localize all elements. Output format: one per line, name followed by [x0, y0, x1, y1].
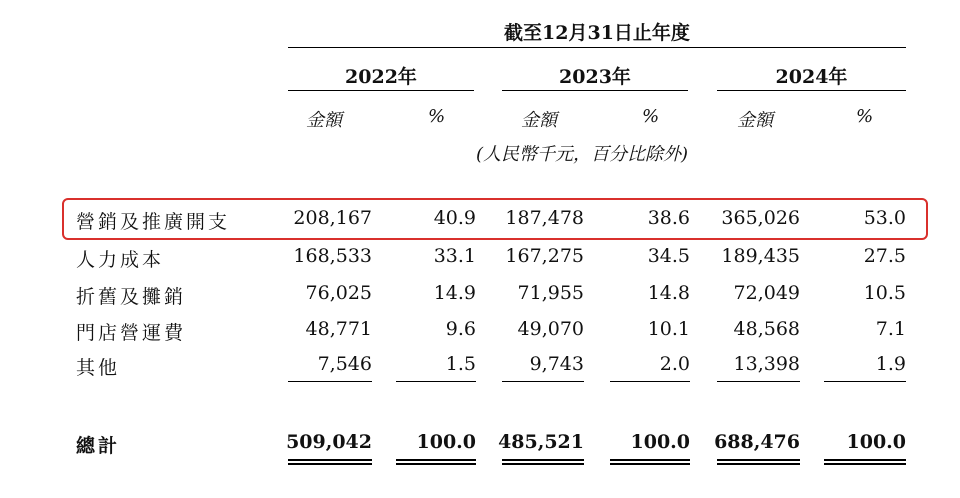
cell-2022-pct: 9.6: [445, 318, 476, 340]
row-label: 門店營運費: [76, 322, 187, 344]
cell-2023-amount: 49,070: [517, 318, 584, 340]
row-label: 其他: [76, 357, 121, 379]
cell-2024-amount: 365,026: [721, 207, 800, 229]
cell-2022-pct: 33.1: [433, 245, 476, 267]
amount-header-2024: 金額: [737, 110, 773, 131]
total-2023-pct: 100.0: [630, 431, 690, 453]
table-row: [0, 353, 960, 385]
row-label: 折舊及攤銷: [76, 286, 187, 308]
cell-2023-amount: 71,955: [517, 282, 584, 304]
amount-header-2022: 金額: [306, 110, 342, 131]
period-header: 截至12月31日止年度: [504, 22, 690, 44]
cell-2024-pct: 7.1: [875, 318, 906, 340]
cell-2023-amount: 167,275: [505, 245, 584, 267]
cell-2024-pct: 27.5: [863, 245, 906, 267]
total-2022-amount: 509,042: [286, 431, 372, 453]
total-2024-amount: 688,476: [714, 431, 800, 453]
cell-2022-amount: 208,167: [293, 207, 372, 229]
table-row: [0, 245, 960, 277]
year-rule-2024: [717, 90, 906, 91]
total-2024-pct: 100.0: [846, 431, 906, 453]
cell-2023-pct: 34.5: [647, 245, 690, 267]
subtotal-rule: [396, 381, 476, 382]
cell-2023-pct: 38.6: [647, 207, 690, 229]
total-double-rule: [288, 459, 372, 465]
cell-2022-amount: 168,533: [293, 245, 372, 267]
cell-2024-pct: 1.9: [875, 353, 906, 375]
subtotal-rule: [288, 381, 372, 382]
pct-header-2023: %: [642, 106, 660, 127]
cell-2022-pct: 1.5: [445, 353, 476, 375]
total-double-rule: [502, 459, 584, 465]
cell-2024-pct: 10.5: [863, 282, 906, 304]
row-label: 營銷及推廣開支: [76, 211, 231, 233]
total-double-rule: [396, 459, 476, 465]
amount-header-2023: 金額: [521, 110, 557, 131]
cell-2022-pct: 40.9: [433, 207, 476, 229]
total-2022-pct: 100.0: [416, 431, 476, 453]
pct-header-2024: %: [856, 106, 874, 127]
cell-2024-amount: 189,435: [721, 245, 800, 267]
year-2023: 2023年: [559, 66, 631, 88]
cell-2022-amount: 48,771: [305, 318, 372, 340]
table-row: [0, 318, 960, 350]
table-row: [0, 207, 960, 239]
cell-2023-amount: 187,478: [505, 207, 584, 229]
year-2024: 2024年: [775, 66, 848, 88]
cell-2024-amount: 13,398: [733, 353, 800, 375]
subtotal-rule: [824, 381, 906, 382]
unit-note: (人民幣千元，百分比除外): [476, 144, 689, 165]
cell-2024-amount: 48,568: [733, 318, 800, 340]
cell-2022-pct: 14.9: [433, 282, 476, 304]
year-rule-2022: [288, 90, 474, 91]
cell-2023-pct: 10.1: [647, 318, 690, 340]
cell-2024-amount: 72,049: [733, 282, 800, 304]
total-row: [0, 431, 960, 463]
total-label: 總計: [76, 435, 121, 457]
year-rule-2023: [502, 90, 688, 91]
total-2023-amount: 485,521: [498, 431, 584, 453]
subtotal-rule: [610, 381, 690, 382]
cell-2023-pct: 14.8: [647, 282, 690, 304]
cell-2022-amount: 7,546: [317, 353, 372, 375]
year-2022: 2022年: [345, 66, 417, 88]
subtotal-rule: [502, 381, 584, 382]
pct-header-2022: %: [428, 106, 446, 127]
total-double-rule: [717, 459, 800, 465]
cell-2022-amount: 76,025: [305, 282, 372, 304]
cell-2023-amount: 9,743: [529, 353, 584, 375]
row-label: 人力成本: [76, 249, 165, 271]
cell-2024-pct: 53.0: [863, 207, 906, 229]
cell-2023-pct: 2.0: [659, 353, 690, 375]
subtotal-rule: [717, 381, 800, 382]
total-double-rule: [824, 459, 906, 465]
period-rule: [288, 47, 906, 48]
table-row: [0, 282, 960, 314]
total-double-rule: [610, 459, 690, 465]
